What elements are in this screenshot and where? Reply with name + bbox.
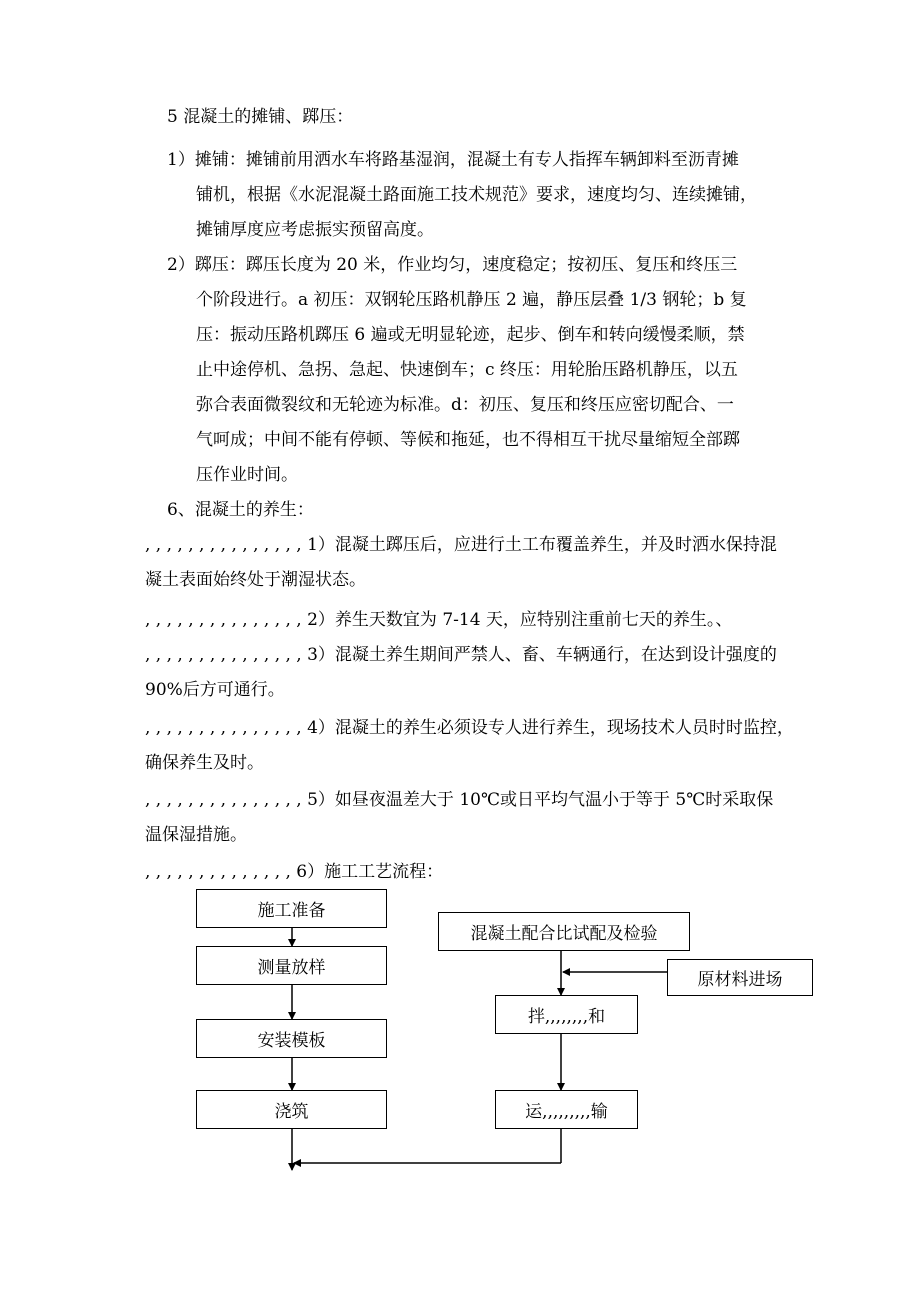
flow-box-formwork: 安装模板 xyxy=(196,1019,387,1058)
s5-item2-line5: 弥合表面微裂纹和无轮迹为标准。d：初压、复压和终压应密切配合、一 xyxy=(196,395,734,415)
s6-line10: , , , , , , , , , , , , , , 6）施工工艺流程： xyxy=(145,862,444,882)
s5-item1-line2: 铺机，根据《水泥混凝土路面施工技术规范》要求，速度均匀、连续摊铺， xyxy=(196,185,757,205)
flow-box-mix-test: 混凝土配合比试配及检验 xyxy=(438,912,690,951)
flow-box-mixing: 拌,,,,,,,,和 xyxy=(495,995,638,1034)
s5-item2-line2: 个阶段进行。a 初压：双钢轮压路机静压 2 遍，静压层叠 1/3 钢轮；b 复 xyxy=(196,290,747,310)
s6-line2: 凝土表面始终处于潮湿状态。 xyxy=(145,570,366,590)
section5-heading: 5 混凝土的摊铺、踯压： xyxy=(167,107,354,127)
section6-heading: 6、混凝土的养生： xyxy=(167,500,314,520)
s5-item2-line6: 气呵成；中间不能有停顿、等候和拖延，也不得相互干扰尽量缩短全部踯 xyxy=(196,430,740,450)
flow-box-pour: 浇筑 xyxy=(196,1090,387,1129)
flow-box-material: 原材料进场 xyxy=(667,959,813,996)
s6-line7: 确保养生及时。 xyxy=(145,753,264,773)
s5-item2-line7: 压作业时间。 xyxy=(196,465,298,485)
s6-line1: , , , , , , , , , , , , , , , 1）混凝土踯压后，应进行土工布覆盖养生，并及时洒水保持混 xyxy=(145,535,777,555)
s5-item1-line1: 1）摊铺：摊铺前用洒水车将路基湿润，混凝土有专人指挥车辆卸料至沥青摊 xyxy=(167,150,739,170)
flow-box-transport: 运,,,,,,,,,输 xyxy=(495,1090,638,1129)
s6-line5: 90%后方可通行。 xyxy=(145,680,285,700)
s5-item2-line1: 2）踯压：踯压长度为 20 米，作业均匀，速度稳定；按初压、复压和终压三 xyxy=(167,255,738,275)
s5-item1-line3: 摊铺厚度应考虑振实预留高度。 xyxy=(196,220,434,240)
s5-item2-line4: 止中途停机、急拐、急起、快速倒车；c 终压：用轮胎压路机静压，以五 xyxy=(196,360,738,380)
s6-line8: , , , , , , , , , , , , , , , 5）如昼夜温差大于 10℃或日平均气温小于等于 5℃时采取保 xyxy=(145,790,774,810)
flow-box-survey: 测量放样 xyxy=(196,946,387,985)
s6-line3: , , , , , , , , , , , , , , , 2）养生天数宜为 7-14 天，应特别注重前七天的养生。、 xyxy=(145,610,733,630)
s6-line9: 温保湿措施。 xyxy=(145,825,247,845)
s6-line4: , , , , , , , , , , , , , , , 3）混凝土养生期间严禁人、畜、车辆通行，在达到设计强度的 xyxy=(145,645,777,665)
s6-line6: , , , , , , , , , , , , , , , 4）混凝土的养生必须设专人进行养生，现场技术人员时时监控， xyxy=(145,718,794,738)
s5-item2-line3: 压：振动压路机踯压 6 遍或无明显轮迹，起步、倒车和转向缓慢柔顺，禁 xyxy=(196,325,745,345)
flow-box-prepare: 施工准备 xyxy=(196,889,387,928)
